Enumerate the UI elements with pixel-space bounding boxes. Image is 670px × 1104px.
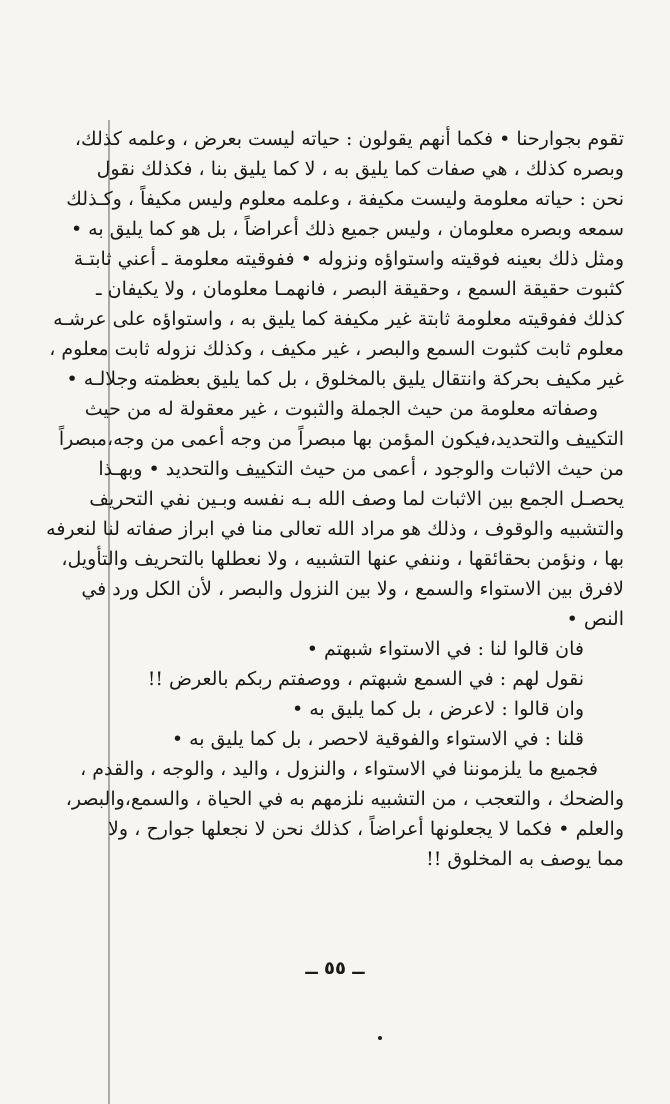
text-line: والتشبيه والوقوف ، وذلك هو مراد الله تعالى منا في ابراز صفاته لنا لنعرفه [46,518,624,540]
text-line: مما يوصف به المخلوق !! [426,848,624,870]
text-line: فجميع ما يلزموننا في الاستواء ، والنزول ، واليد ، والوجه ، والقدم ، [80,758,598,780]
text-line: كثبوت حقيقة السمع ، وحقيقة البصر ، فانهمـا معلومان ، ولا يكيفان ـ [96,278,624,300]
page-number: ــ ٥٥ ــ [305,958,365,979]
text-line: بها ، ونؤمن بحقائقها ، وننفي عنها التشبيه ، ولا نعطلها بالتحريف والتأويل، [61,548,624,570]
dialog-line: قلنا : في الاستواء والفوقية لاحصر ، بل كما يليق به • [171,728,584,750]
text-line: وصفاته معلومة من حيث الجملة والثبوت ، غير معقولة له من حيث [84,398,598,420]
text-line: وبصره كذلك ، هي صفات كما يليق به ، لا كما يليق بنا ، فكذلك نقول [96,158,624,180]
text-line: ومثل ذلك بعينه فوقيته واستواؤه ونزوله • ففوقيته معلومة ـ أعني ثابتـة [73,248,624,270]
text-line: النص • [566,608,624,630]
text-line: غير مكيف بحركة وانتقال يليق بالمخلوق ، بل كما يليق بعظمته وجلالـه • [66,368,624,390]
ink-speck [378,1036,382,1040]
text-line: لافرق بين الاستواء والسمع ، ولا بين النزول والبصر ، لأن الكل ورد في [81,578,624,600]
text-line: والعلم • فكما لا يجعلونها أعراضاً ، كذلك نحن لا نجعلها جوارح ، ولا [108,818,624,840]
body-text [46,124,624,874]
text-line: والضحك ، والتعجب ، من التشبيه نلزمهم به في الحياة ، والسمع،والبصر، [65,788,624,810]
text-line: التكييف والتحديد،فيكون المؤمن بها مبصراً من وجه أعمى من وجه،مبصراً [58,428,624,450]
text-line: معلوم ثابت كثبوت السمع والبصر ، غير مكيف ، وكذلك نزوله ثابت معلوم ، [49,338,624,360]
dialog-line: وان قالوا : لاعرض ، بل كما يليق به • [291,698,584,720]
text-line: من حيث الاثبات والوجود ، أعمى من حيث التكييف والتحديد • وبهـذا [98,458,624,480]
text-line: نحن : حياته معلومة وليست مكيفة ، وعلمه معلوم وليس مكيفاً ، وكـذلك [66,188,624,210]
text-line: تقوم بجوارحنا • فكما أنهم يقولون : حياته ليست بعرض ، وعلمه كذلك، [74,128,624,150]
dialog-line: نقول لهم : في السمع شبهتم ، ووصفتم ربكم بالعرض !! [147,668,584,690]
text-line: يحصـل الجمع بين الاثبات لما وصف الله بـه نفسه وبـين نفي التحريف [89,488,624,510]
dialog-line: فان قالوا لنا : في الاستواء شبهتم • [306,638,584,660]
text-line: سمعه وبصره معلومان ، وليس جميع ذلك أعراضاً ، بل هو كما يليق به • [70,218,624,240]
text-line: كذلك ففوقيته معلومة ثابتة غير مكيفة كما يليق به ، واستواؤه على عرشـه [53,308,624,330]
